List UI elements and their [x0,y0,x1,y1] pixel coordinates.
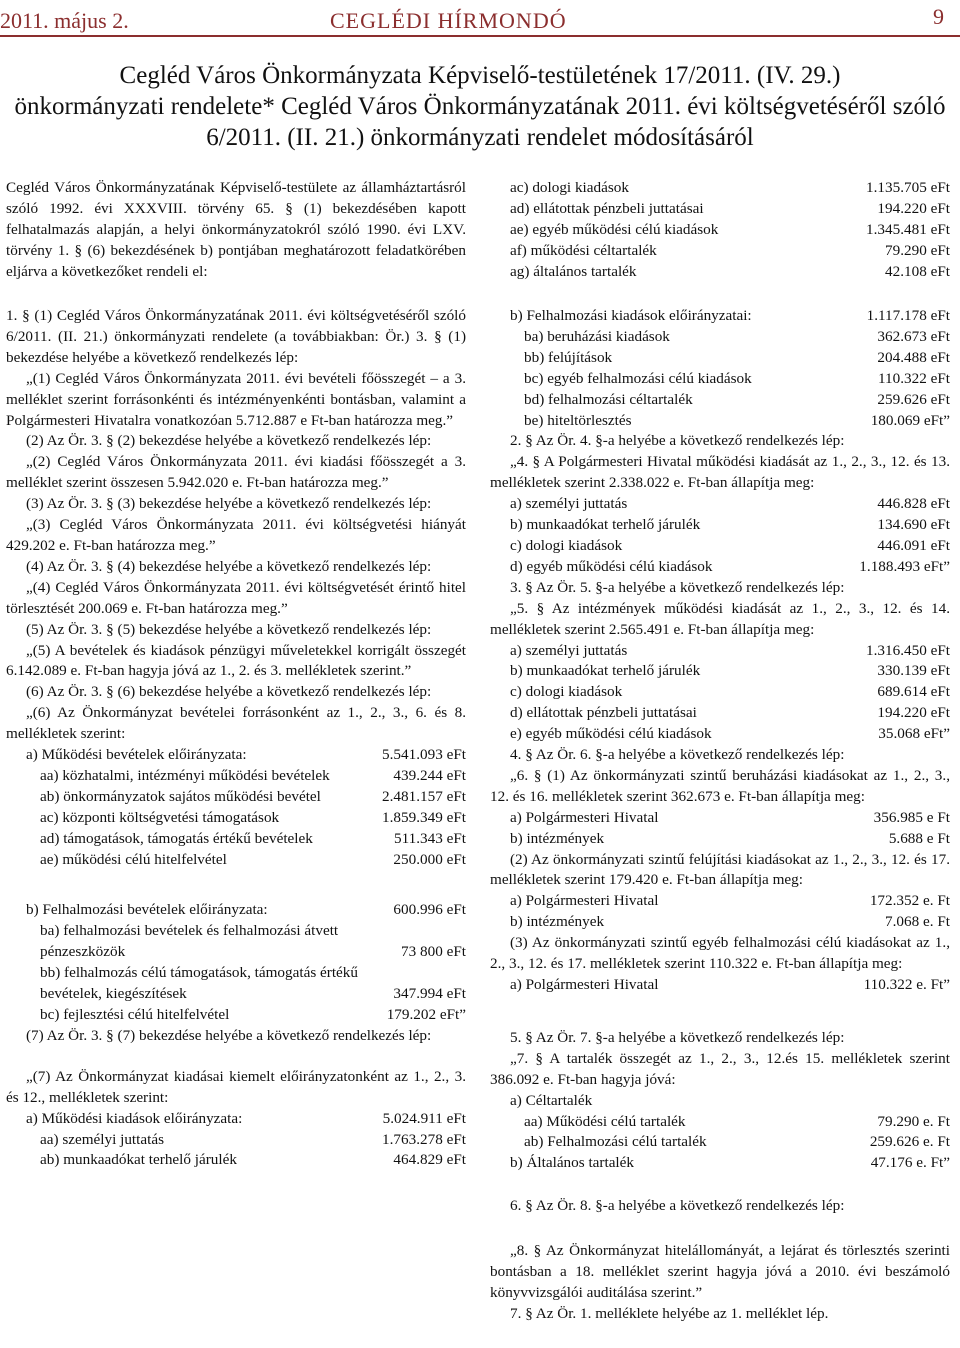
amount-label: ad) támogatások, támogatás értékű bevételek [40,829,313,847]
paragraph: 1. § (1) Cegléd Város Önkormányzatának 2011. évi költségvetéséről szóló 6/2011. (II. 21.) önkormányzati rendelete (a továbbiakban: Ör.) 3. § (1) bekezdése helyébe a következő rendelkezés lép: [6,307,466,366]
paragraph: 7. § Az Ör. 1. melléklete helyébe az 1. melléklet lép. [510,1304,829,1322]
paragraph: (7) Az Ör. 3. § (7) bekezdése helyébe a következő rendelkezés lép: [26,1026,432,1044]
amount-value: 1.345.481 eFt [866,220,950,238]
page-number: 9 [933,4,944,29]
amount-value: 330.139 eFt [877,662,950,680]
preamble: Cegléd Város Önkormányzatának Képviselő-testülete az államháztartásról szóló 1992. évi XXXVIII. törvény 65. § (1) bekezdésében kapott felhatalmazás alapján, a helyi önkormányzatokról szóló 1990. évi LXV. törvény 1. § (6) bekezdésének b) pontjában meghatározott feladatkörében eljárva a következőket rendeli el: [6,179,466,280]
paragraph: (2) Az Ör. 3. § (2) bekezdése helyébe a következő rendelkezés lép: [26,432,432,450]
amount-label: bc) egyéb felhalmozási célú kiadások [524,369,752,387]
amount-row [6,745,466,766]
revenue-row: bc) fejlesztési célú hitelfelvétel 179.202 eFt” [40,1006,466,1023]
amount-value: 7.068 e. Ft [885,913,950,931]
amount-value: 1.316.450 eFt [866,641,950,659]
investment-rows [490,808,950,850]
amount-value: 79.290 eFt [885,241,950,259]
amount-value: 194.220 eFt [877,199,950,217]
amount-value: 172.352 e. Ft [869,892,950,910]
amount-label: a) személyi juttatás [510,641,628,659]
amount-row [490,808,950,829]
paragraph: (6) Az Ör. 3. § (6) bekezdése helyébe a következő rendelkezés lép: [26,683,432,701]
amount-row [490,411,950,432]
amount-value: 47.176 e. Ft” [870,1154,950,1172]
amount-row [6,850,466,871]
amount-label: ab) munkaadókat terhelő járulék [40,1151,237,1169]
top-right-expense-list [510,178,950,283]
amount-row [490,661,950,682]
headline-line: önkormányzati rendelete* Cegléd Város Önkormányzatának 2011. évi költségvetéséről szóló [14,93,946,120]
amount-value: 250.000 eFt [393,850,466,868]
amount-value: 5.541.093 eFt [382,746,466,764]
amount-label: c) dologi kiadások [510,683,623,701]
expense-rows [6,1109,466,1172]
header-rule [0,35,960,37]
amount-value: 79.290 e. Ft [877,1112,950,1130]
amount-value: 689.614 eFt [877,683,950,701]
paragraph: „(7) Az Önkormányzat kiadásai kiemelt előirányzatonként az 1., 2., 3. és 12., mellékletek szerint: [6,1067,466,1106]
amount-row [490,327,950,348]
paragraph: (3) Az Ör. 3. § (3) bekezdése helyébe a következő rendelkezés lép: [26,495,432,513]
newspaper-title: CEGLÉDI HÍRMONDÓ [330,8,567,33]
amount-row [490,515,950,536]
amount-value: 1.117.178 eFt [866,307,950,324]
amount-row [490,703,950,724]
amount-row [6,1109,466,1130]
amount-value: 194.220 eFt [877,704,950,722]
amount-label: ad) ellátottak pénzbeli juttatásai [510,199,704,217]
amount-row [510,262,950,283]
renovation-rows [490,891,950,933]
left-column [6,306,466,1171]
capital-expense-rows [490,306,950,431]
amount-value: 446.828 eFt [877,495,950,513]
amount-value: 259.626 eFt [877,390,950,408]
amount-row [490,829,950,850]
amount-row [510,241,950,262]
amount-value: 180.069 eFt” [870,411,950,429]
paragraph: (4) Az Ör. 3. § (4) bekezdése helyébe a következő rendelkezés lép: [26,557,432,575]
paragraph: 5. § Az Ör. 7. §-a helyébe a következő rendelkezés lép: [510,1028,845,1046]
amount-row [490,557,950,578]
amount-label: af) működési céltartalék [510,241,657,259]
revenue-row: bevételek, kiegészítések 347.994 eFt [40,985,466,1003]
amount-label: bd) felhalmozási céltartalék [524,390,693,408]
amount-row [490,724,950,745]
office-expense-rows [490,494,950,578]
amount-label: aa) Működési célú tartalék [524,1112,686,1130]
amount-row [490,494,950,515]
revenue-row: b) Felhalmozási bevételek előirányzata: 600.996 eFt [26,901,466,919]
amount-label: be) hiteltörlesztés [524,411,632,429]
amount-label: a) személyi juttatás [510,495,628,513]
institution-expense-rows [490,641,950,746]
amount-row [6,808,466,829]
paragraph: „8. § Az Önkormányzat hitelállományát, a lejárat és törlesztés szerinti bontásban a 18. melléklet szerint hagyja jóvá a 2010. évi beszámoló könyvvizsgálói auditálása szerint.” [490,1242,950,1301]
amount-value: 1.859.349 eFt [382,808,466,826]
amount-label: ae) működési célú hitelfelvétel [40,850,227,868]
amount-row [490,641,950,662]
paragraph: „(4) Cegléd Város Önkormányzata 2011. évi költségvetését érintő hitel törlesztését 200.069 e. Ft-ban határozza meg.” [6,578,466,617]
issue-date: 2011. május 2. [0,8,129,33]
amount-row [6,1150,466,1171]
amount-row [490,536,950,557]
amount-label: ab) Felhalmozási célú tartalék [524,1133,707,1151]
amount-label: ac) központi költségvetési támogatások [40,808,280,826]
amount-row [490,975,950,996]
amount-value: 134.690 eFt [877,516,950,534]
amount-label: c) dologi kiadások [510,536,623,554]
amount-row [510,178,950,199]
amount-label: d) ellátottak pénzbeli juttatásai [510,704,697,722]
paragraph: „(6) Az Önkormányzat bevételei forrásonként az 1., 2., 3., 6. és 8. mellékletek szerint: [6,704,466,743]
revenue-rows [6,745,466,870]
amount-value: 110.322 eFt [878,369,950,387]
amount-row [490,1153,950,1174]
amount-row [6,766,466,787]
amount-row [510,199,950,220]
amount-value: 2.481.157 eFt [382,787,466,805]
amount-row [490,390,950,411]
amount-value: 5.024.911 eFt [382,1109,466,1127]
paragraph: „7. § A tartalék összegét az 1., 2., 3., 12.és 15. mellékletek szerint 386.092 e. Ft-ban hagyja jóvá: [490,1049,950,1088]
amount-label: b) Általános tartalék [510,1154,634,1172]
headline-line: Cegléd Város Önkormányzata Képviselő-testületének 17/2011. (IV. 29.) [119,62,841,89]
paragraph: „4. § A Polgármesteri Hivatal működési kiadását az 1., 2., 3., 12. és 13. mellékletek szerint 2.338.022 e. Ft-ban állapítja meg: [490,453,950,492]
revenue-row: pénzeszközök 73 800 eFt [40,943,466,961]
amount-label: b) intézmények [510,829,605,847]
amount-value: 362.673 eFt [877,327,950,345]
amount-value: 204.488 eFt [877,348,950,366]
amount-row [6,829,466,850]
amount-label: d) egyéb működési célú kiadások [510,557,713,575]
article-headline [0,60,960,153]
amount-row [490,369,950,390]
amount-value: 35.068 eFt” [878,725,950,743]
amount-label: a) Polgármesteri Hivatal [510,892,659,910]
amount-value: 439.244 eFt [393,766,466,784]
paragraph: „(2) Cegléd Város Önkormányzata 2011. évi kiadási főösszegét a 3. melléklet szerint összesen 5.942.020 e. Ft-ban határozza meg.” [6,453,466,492]
other-capital-rows [490,975,950,996]
revenue-row-text: bb) felhalmozás célú támogatások, támogatás értékű [40,964,358,982]
amount-row [490,682,950,703]
amount-label: b) munkaadókat terhelő járulék [510,662,701,680]
amount-value: 446.091 eFt [877,536,950,554]
amount-value: 42.108 eFt [885,262,950,280]
amount-row [510,220,950,241]
paragraph: 2. § Az Ör. 4. §-a helyébe a következő rendelkezés lép: [510,432,845,450]
amount-label: ae) egyéb működési célú kiadások [510,220,719,238]
reserve-rows [490,1112,950,1175]
amount-value: 1.763.278 eFt [382,1130,466,1148]
amount-value: 511.343 eFt [394,829,466,847]
amount-row [490,1132,950,1153]
amount-label: ba) beruházási kiadások [524,327,670,345]
reserve-heading: a) Céltartalék [510,1091,593,1109]
amount-row [490,348,950,369]
amount-label: b) intézmények [510,913,605,931]
amount-value: 110.322 e. Ft” [863,976,950,993]
amount-label: b) munkaadókat terhelő járulék [510,516,701,534]
amount-value: 1.135.705 eFt [866,179,950,196]
amount-value: 464.829 eFt [393,1151,466,1169]
amount-label: a) Polgármesteri Hivatal [510,808,659,826]
amount-value: 356.985 e Ft [873,808,950,826]
paragraph: (5) Az Ör. 3. § (5) bekezdése helyébe a következő rendelkezés lép: [26,620,432,638]
amount-row [6,1130,466,1151]
amount-value: 1.188.493 eFt” [859,557,950,575]
amount-label: a) Működési bevételek előirányzata: [26,746,247,764]
amount-label: aa) közhatalmi, intézményi működési bevételek [40,766,330,784]
paragraph: (3) Az önkormányzati szintű egyéb felhalmozási célú kiadásokat az 1., 2., 3., 12. és 17. mellékletek szerint 110.322 e. Ft-ban állapítja meg: [490,934,950,973]
amount-label: a) Működési kiadások előirányzata: [26,1109,243,1127]
headline-line: 6/2011. (II. 21.) önkormányzati rendelet módosításáról [206,124,754,151]
paragraph: 3. § Az Ör. 5. §-a helyébe a következő rendelkezés lép: [510,578,845,596]
page-header [0,4,960,34]
amount-label: ab) önkormányzatok sajátos működési bevétel [40,787,321,805]
amount-row [490,891,950,912]
paragraph: 4. § Az Ör. 6. §-a helyébe a következő rendelkezés lép: [510,746,845,764]
amount-label: b) Felhalmozási kiadások előirányzatai: [510,307,752,324]
amount-row [6,787,466,808]
amount-label: ag) általános tartalék [510,262,637,280]
amount-row [490,912,950,933]
amount-row [490,1112,950,1133]
amount-label: a) Polgármesteri Hivatal [510,976,659,993]
amount-label: aa) személyi juttatás [40,1130,164,1148]
amount-label: bb) felújítások [524,348,613,366]
amount-value: 5.688 e Ft [888,829,950,847]
paragraph: 6. § Az Ör. 8. §-a helyébe a következő rendelkezés lép: [510,1197,845,1215]
paragraph: (2) Az önkormányzati szintű felújítási kiadásokat az 1., 2., 3., 12. és 17. mellékletek szerint 179.420 e. Ft-ban állapítja meg: [490,850,950,889]
amount-value: 259.626 e. Ft [869,1133,950,1151]
paragraph: „(5) A bevételek és kiadások pénzügyi műveletekkel korrigált összegét 6.142.089 e. Ft-ban hagyja jóvá az 1., 2. és 3. mellékletek szerint.” [6,641,466,680]
amount-row [490,306,950,327]
paragraph: „(3) Cegléd Város Önkormányzata 2011. évi költségvetési hiányát 429.202 e. Ft-ban határozza meg.” [6,516,466,554]
amount-label: ac) dologi kiadások [510,179,629,196]
paragraph: „5. § Az intézmények működési kiadását az 1., 2., 3., 12. és 14. mellékletek szerint 2.565.491 e. Ft-ban állapítja meg: [490,599,950,638]
right-column [490,306,950,1325]
paragraph: „6. § (1) Az önkormányzati szintű beruházási kiadásokat az 1., 2., 3., 12. és 16. mellékletek szerint 362.673 e. Ft-ban állapítja meg: [490,766,950,805]
revenue-row-text: ba) felhalmozási bevételek és felhalmozási átvett [40,922,339,940]
amount-label: e) egyéb működési célú kiadások [510,725,712,743]
paragraph: „(1) Cegléd Város Önkormányzata 2011. évi bevételi főösszegét – a 3. melléklet szerint forrásonkénti és intézményenkénti bontásban, valamint a Polgármesteri Hivatalra vonatkozóan 5.712.887 e Ft-ban határozza meg.” [6,369,466,429]
